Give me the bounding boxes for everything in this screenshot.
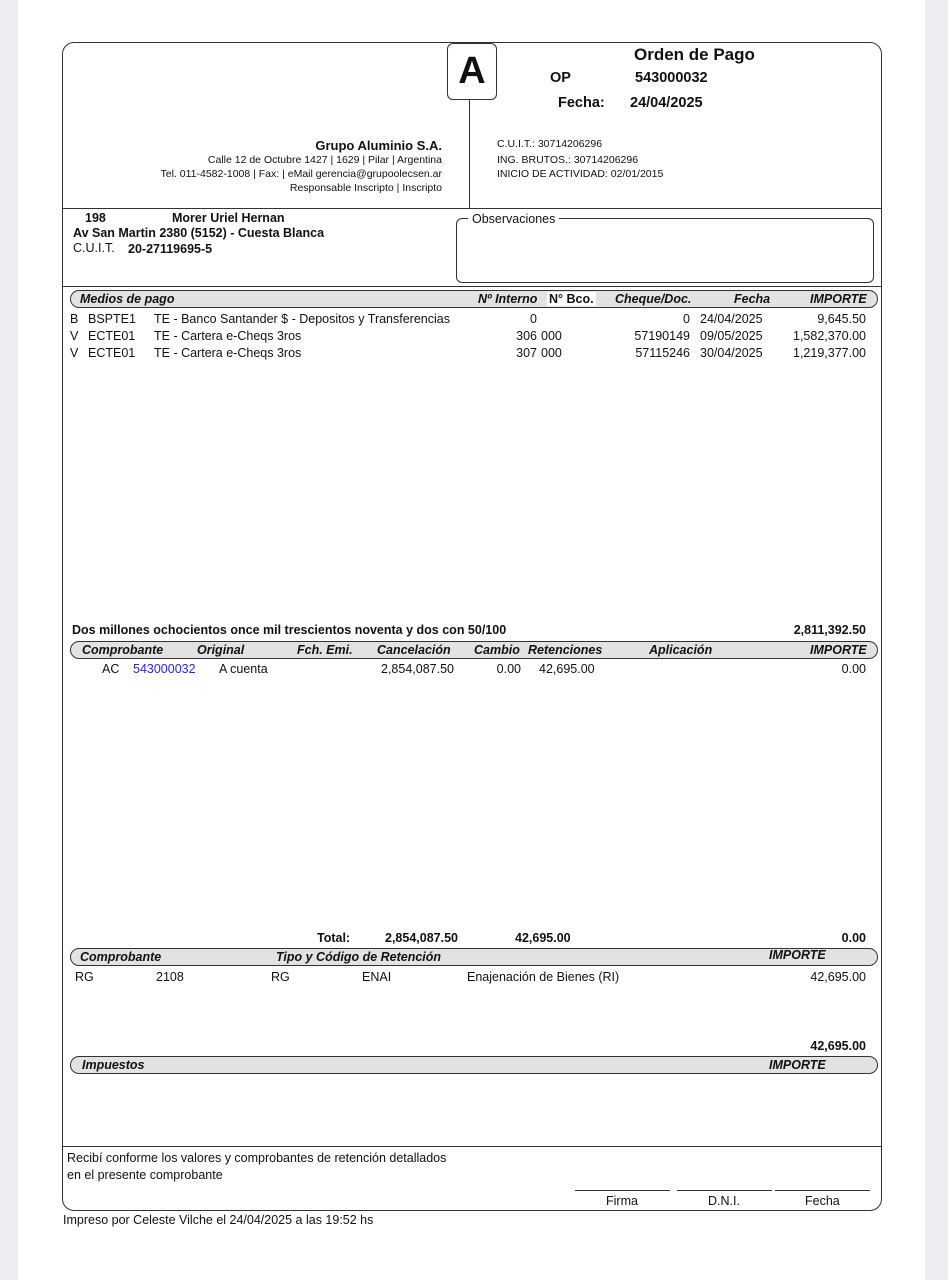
total-retenciones: 42,695.00 (515, 931, 571, 945)
header-bco: N° Bco. (549, 292, 594, 306)
receipt-text-line1: Recibí conforme los valores y comprobantes de retención detallados (67, 1151, 447, 1165)
medios-pago-header (70, 290, 878, 308)
printed-by: Impreso por Celeste Vilche el 24/04/2025 a las 19:52 hs (63, 1213, 374, 1227)
row-cheque: 57190149 (634, 329, 690, 343)
header-importe: IMPORTE (810, 643, 867, 657)
header-cambio: Cambio (474, 643, 520, 657)
row-tipo: RG (75, 970, 94, 984)
supplier-cuit-label: C.U.I.T. (73, 241, 115, 255)
comprobante-number-link[interactable]: 543000032 (133, 662, 196, 676)
row-tipo: B (70, 312, 79, 326)
header-impuestos: Impuestos (82, 1058, 145, 1072)
header-separator (62, 208, 882, 209)
company-cuit: C.U.I.T.: 30714206296 (497, 138, 603, 150)
document-title: Orden de Pago (634, 45, 755, 64)
receipt-text-line2: en el presente comprobante (67, 1168, 223, 1182)
supplier-cuit: 20-27119695-5 (128, 242, 213, 256)
row-bco: 000 (541, 329, 562, 343)
row-bco: 000 (541, 346, 562, 360)
row-codigo: ENAI (362, 970, 392, 984)
header-importe: IMPORTE (769, 948, 826, 962)
row-importe: 9,645.50 (817, 312, 866, 326)
supplier-name: Morer Uriel Hernan (172, 211, 285, 225)
row-tipo: AC (102, 662, 120, 676)
observaciones-box (456, 218, 874, 283)
row-original: A cuenta (219, 662, 268, 676)
fecha-line (775, 1190, 870, 1191)
row-interno: 0 (530, 312, 537, 326)
header-fch-emi: Fch. Emi. (297, 643, 353, 657)
row-codigo: ECTE01 (88, 346, 136, 360)
row-tipo: V (70, 329, 79, 343)
total-label: Total: (317, 931, 351, 945)
firma-label: Firma (606, 1194, 638, 1208)
header-importe: IMPORTE (769, 1058, 826, 1072)
header-cheque: Cheque/Doc. (615, 292, 692, 306)
row-fecha: 24/04/2025 (700, 312, 763, 326)
row-descripcion: TE - Cartera e-Cheqs 3ros (154, 346, 302, 360)
company-tax-status: Responsable Inscripto | Inscripto (289, 182, 442, 194)
supplier-address: Av San Martin 2380 (5152) - Cuesta Blanca (73, 226, 325, 240)
supplier-code: 198 (85, 211, 106, 225)
row-interno: 307 (516, 346, 537, 360)
total-importe: 0.00 (841, 931, 866, 945)
dni-label: D.N.I. (708, 1194, 740, 1208)
comprobantes-header (70, 641, 878, 659)
supplier-separator (62, 286, 882, 287)
row-descripcion: TE - Banco Santander $ - Depositos y Transferencias (154, 312, 450, 326)
header-comprobante: Comprobante (82, 643, 164, 657)
row-cheque: 0 (683, 312, 690, 326)
header-tipo-codigo: Tipo y Código de Retención (276, 950, 442, 964)
firma-line (575, 1190, 670, 1191)
impuestos-header (70, 1056, 878, 1074)
row-fecha: 30/04/2025 (700, 346, 763, 360)
retenciones-header (70, 948, 878, 966)
row-interno: 306 (516, 329, 537, 343)
fecha-label: Fecha (805, 1194, 840, 1208)
header-original: Original (197, 643, 245, 657)
company-contact: Tel. 011-4582-1008 | Fax: | eMail gerencia@grupoolecsen.ar (160, 168, 442, 180)
company-address: Calle 12 de Octubre 1427 | 1629 | Pilar | Argentina (207, 154, 442, 166)
header-cancelacion: Cancelación (377, 643, 451, 657)
row-cambio: 0.00 (496, 662, 521, 676)
company-name: Grupo Aluminio S.A. (315, 138, 442, 153)
total-in-words: Dos millones ochocientos once mil trescientos noventa y dos con 50/100 (72, 623, 507, 637)
row-fecha: 09/05/2025 (700, 329, 763, 343)
op-label: OP (550, 70, 571, 86)
row-cancelacion: 2,854,087.50 (381, 662, 454, 676)
row-importe: 42,695.00 (810, 970, 866, 984)
medios-pago-total: 2,811,392.50 (793, 623, 866, 637)
total-cancelacion: 2,854,087.50 (385, 931, 458, 945)
row-importe: 1,582,370.00 (793, 329, 866, 343)
header-aplicacion: Aplicación (649, 643, 713, 657)
row-codigo: BSPTE1 (88, 312, 136, 326)
row-descripcion: Enajenación de Bienes (RI) (467, 970, 620, 984)
header-retenciones: Retenciones (528, 643, 603, 657)
row-importe: 1,219,377.00 (793, 346, 866, 360)
document-type-letter: A (447, 43, 497, 100)
header-interno: Nº Interno (478, 292, 538, 306)
header-comprobante: Comprobante (80, 950, 162, 964)
row-codigo: ECTE01 (88, 329, 136, 343)
row-descripcion: TE - Cartera e-Cheqs 3ros (154, 329, 302, 343)
row-cheque: 57115246 (635, 346, 690, 360)
row-importe: 0.00 (841, 662, 866, 676)
dni-line (677, 1190, 772, 1191)
retenciones-total: 42,695.00 (810, 1039, 866, 1053)
footer-separator (62, 1146, 882, 1147)
company-inicio-actividad: INICIO DE ACTIVIDAD: 02/01/2015 (497, 168, 664, 180)
row-numero: 2108 (156, 970, 184, 984)
date-label: Fecha: (558, 95, 605, 111)
header-divider (469, 100, 470, 208)
row-tipo: V (70, 346, 79, 360)
header-medios: Medios de pago (80, 292, 175, 306)
header-fecha: Fecha (734, 292, 771, 306)
row-retenciones: 42,695.00 (539, 662, 595, 676)
document-date: 24/04/2025 (630, 95, 703, 111)
row-ret-tipo: RG (271, 970, 290, 984)
observaciones-label: Observaciones (468, 212, 559, 226)
op-number: 543000032 (635, 70, 708, 86)
company-ing-brutos: ING. BRUTOS.: 30714206296 (497, 154, 639, 166)
header-importe: IMPORTE (810, 292, 867, 306)
